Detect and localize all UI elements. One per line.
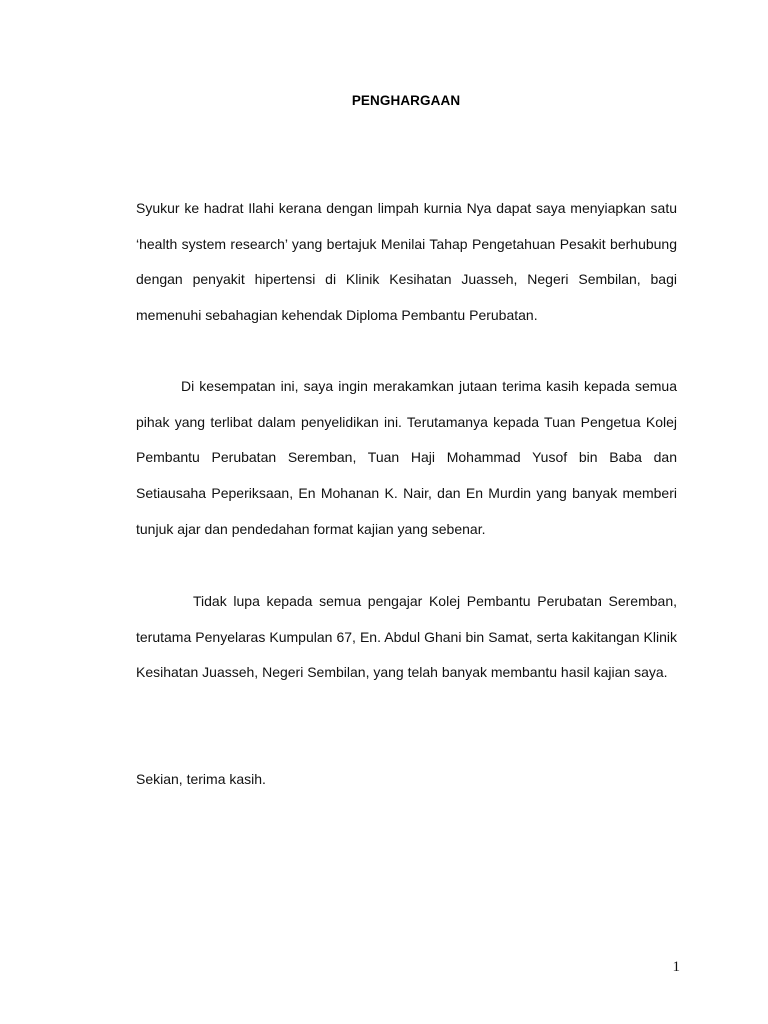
paragraph-thanks-lecturers: Tidak lupa kepada semua pengajar Kolej Pembantu Perubatan Seremban, terutama Penyelaras Kumpulan 67, En. Abdul Ghani bin Samat, serta kakitangan Klinik Kesihatan Juasseh, Negeri Sembilan, yang telah banyak membantu hasil kajian saya. <box>136 593 677 681</box>
paragraph-gratitude: Syukur ke hadrat Ilahi kerana dengan limpah kurnia Nya dapat saya menyiapkan satu ‘health system research’ yang bertajuk Menilai Tahap Pengetahuan Pesakit berhubung dengan penyakit hipertensi di Klinik Kesihatan Juasseh, Negeri Sembilan, bagi memenuhi sebahagian kehendak Diploma Pembantu Perubatan. <box>136 200 677 324</box>
paragraph-thanks-staff: Di kesempatan ini, saya ingin merakamkan jutaan terima kasih kepada semua pihak yang terlibat dalam penyelidikan ini. Terutamanya kepada Tuan Pengetua Kolej Pembantu Perubatan Seremban, Tuan Haji Mohammad Yusof bin Baba dan Setiausaha Peperiksaan, En Mohanan K. Nair, dan En Murdin yang banyak memberi tunjuk ajar dan pendedahan format kajian yang sebenar. <box>136 378 677 537</box>
paragraph-closing: Sekian, terima kasih. <box>136 771 266 787</box>
page-title: PENGHARGAAN <box>351 93 461 108</box>
page-number: 1 <box>672 959 680 975</box>
